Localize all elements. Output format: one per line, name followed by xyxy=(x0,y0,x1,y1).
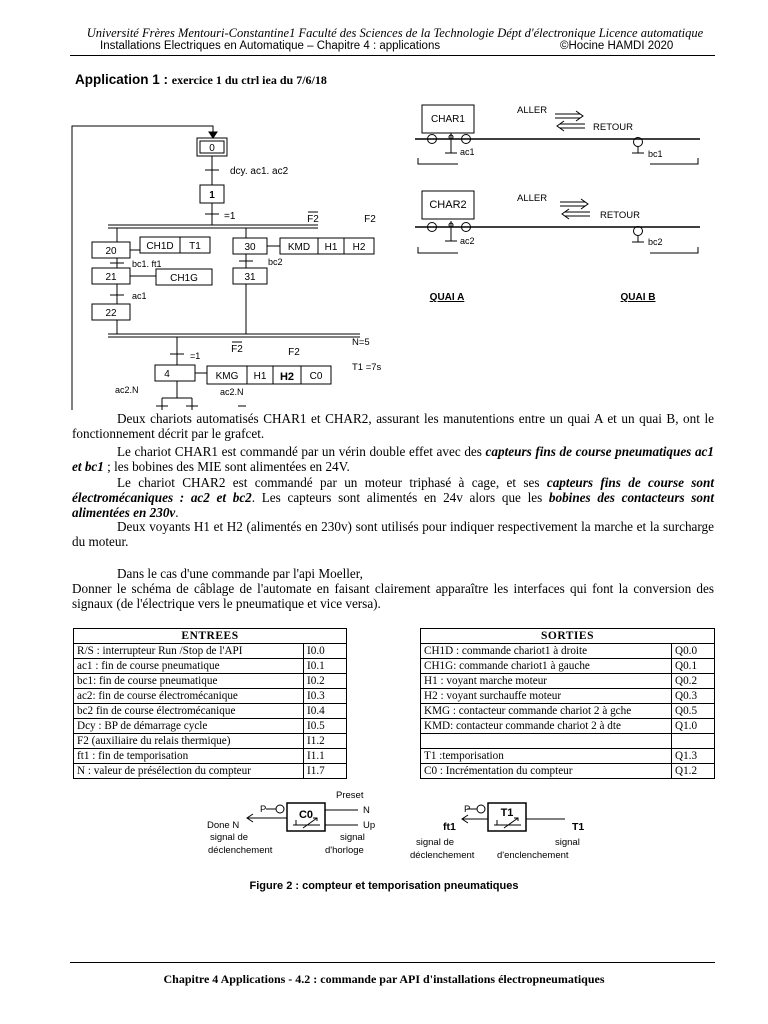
output-row xyxy=(421,659,715,674)
input-address: I0.5 xyxy=(304,719,347,734)
grafcet-action-kmg: KMG xyxy=(215,371,239,382)
timer-trigger-line2: déclenchement xyxy=(410,850,475,861)
track-diagram xyxy=(410,95,710,310)
grafcet-diagram xyxy=(60,90,420,410)
figure-caption: Figure 2 : compteur et temporisation pneumatiques xyxy=(249,880,519,892)
application-title xyxy=(75,72,327,88)
input-description: ac1 : fin de course pneumatique xyxy=(74,659,304,674)
outputs-table xyxy=(420,628,715,779)
grafcet-condition-f2-bar: F2 xyxy=(307,214,319,225)
header-chapter: Installations Electriques en Automatique – Chapitre 4 : applications xyxy=(100,40,441,52)
input-row xyxy=(74,689,347,704)
paragraph-moeller: Dans le cas d'une commande par l'api Moeller, xyxy=(117,566,363,581)
output-row xyxy=(421,749,715,764)
grafcet-transition-30: bc2 xyxy=(268,257,283,267)
output-row xyxy=(421,674,715,689)
input-address: I0.1 xyxy=(304,659,347,674)
counter-clock-line1: signal xyxy=(340,832,365,843)
output-description: CH1G: commande chariot1 à gauche xyxy=(421,659,672,674)
output-address: Q0.2 xyxy=(672,674,715,689)
grafcet-preset-n: N=5 xyxy=(352,337,370,348)
aller-label-2: ALLER xyxy=(517,193,548,204)
input-row xyxy=(74,734,347,749)
output-row xyxy=(421,704,715,719)
output-row xyxy=(421,644,715,659)
input-row xyxy=(74,704,347,719)
counter-clock-line2: d'horloge xyxy=(325,845,364,856)
output-address: Q1.3 xyxy=(672,749,715,764)
paragraph-intro: Deux chariots automatisés CHAR1 et CHAR2, assurant les manutentions entre un quai A et un quai B, ont le fonctionnement décrit par le grafcet. xyxy=(72,411,714,441)
counter-trigger-line1: signal de xyxy=(210,832,249,843)
application-title-sub: exercice 1 du ctrl iea du 7/6/18 xyxy=(171,73,327,87)
output-row xyxy=(421,719,715,734)
timer-ft1-label: ft1 xyxy=(443,821,456,833)
output-address: Q0.1 xyxy=(672,659,715,674)
input-row xyxy=(74,644,347,659)
grafcet-step-22: 22 xyxy=(105,308,117,319)
input-description: bc2 fin de course électromécanique xyxy=(74,704,304,719)
inputs-table-header: ENTREES xyxy=(74,629,347,644)
timer-output-t1-label: T1 xyxy=(572,821,585,833)
counter-p-label: P xyxy=(260,804,267,815)
paragraph-char1: Le chariot CHAR1 est commandé par un vérin double effet avec des capteurs fins de course pneumatiques ac1 et bc1 ; les bobines des MIE sont alimentées en 24V. xyxy=(72,444,714,474)
output-description: CH1D : commande chariot1 à droite xyxy=(421,644,672,659)
grafcet-step-4: 4 xyxy=(164,369,170,380)
output-description: KMD: contacteur commande chariot 2 à dte xyxy=(421,719,672,734)
sensor-ac2-label: ac2 xyxy=(460,236,475,246)
header-institution: Université Frères Mentouri-Constantine1 Faculté des Sciences de la Technologie Dépt d'électronique Licence automatique xyxy=(86,26,704,40)
aller-label-1: ALLER xyxy=(517,105,548,116)
grafcet-condition-f2-bar-step4: F2 xyxy=(231,344,243,355)
quai-b-label: QUAI B xyxy=(620,292,656,303)
grafcet-action-h1: H1 xyxy=(324,242,338,253)
grafcet-transition-ac2n: ac2.N xyxy=(115,385,139,395)
application-title-main: Application 1 : xyxy=(75,72,169,87)
quai-a-label: QUAI A xyxy=(429,292,465,303)
counter-preset-label: Preset xyxy=(336,790,364,801)
input-address: I1.2 xyxy=(304,734,347,749)
input-row xyxy=(74,749,347,764)
input-row xyxy=(74,719,347,734)
paragraph-question: Donner le schéma de câblage de l'automate en faisant clairement apparaître les interfaces qui font la conversion des signaux (de l'électrique vers le pneumatique et vice versa). xyxy=(72,581,714,611)
input-address: I1.1 xyxy=(304,749,347,764)
input-address: I0.0 xyxy=(304,644,347,659)
grafcet-action-t1: T1 xyxy=(189,241,201,252)
grafcet-transition-21: ac1 xyxy=(132,291,147,301)
char2-label: CHAR2 xyxy=(429,199,467,211)
output-address: Q1.2 xyxy=(672,764,715,779)
timer-trigger-line1: signal de xyxy=(416,837,455,848)
output-address: Q0.3 xyxy=(672,689,715,704)
input-address: I0.4 xyxy=(304,704,347,719)
paragraph-voyants: Deux voyants H1 et H2 (alimentés en 230v) sont utilisés pour indiquer respectivement la marche et la surcharge du moteur. xyxy=(72,519,714,549)
timer-p-label: P xyxy=(464,804,471,815)
grafcet-step-20: 20 xyxy=(105,246,117,257)
paragraph-char2: Le chariot CHAR2 est commandé par un moteur triphasé à cage, et ses capteurs fins de course sont électromécaniques : ac2 et bc2. Les capteurs sont alimentés en 24v alors que les bobines des contacteurs sont alimentées en 230v. xyxy=(72,475,715,520)
counter-c0-label: C0 xyxy=(298,809,314,821)
char1-label: CHAR1 xyxy=(431,114,465,125)
output-row xyxy=(421,734,715,749)
output-description: T1 :temporisation xyxy=(421,749,672,764)
output-description xyxy=(421,734,672,749)
input-row xyxy=(74,764,347,779)
grafcet-action-c0: C0 xyxy=(309,371,323,382)
input-description: F2 (auxiliaire du relais thermique) xyxy=(74,734,304,749)
figure-counter-timer xyxy=(200,785,600,870)
grafcet-action-ch1g: CH1G xyxy=(170,273,198,284)
grafcet-action-h1-step4: H1 xyxy=(253,371,267,382)
output-description: KMG : contacteur commande chariot 2 à gche xyxy=(421,704,672,719)
grafcet-timer-t1: T1 =7s xyxy=(352,362,382,373)
counter-done-label: Done N xyxy=(207,820,240,831)
grafcet-action-kmd: KMD xyxy=(287,242,311,253)
footer-rule xyxy=(70,962,715,963)
grafcet-action-ch1d: CH1D xyxy=(146,241,174,252)
timer-t1-label: T1 xyxy=(500,807,514,819)
input-description: R/S : interrupteur Run /Stop de l'API xyxy=(74,644,304,659)
output-address: Q0.5 xyxy=(672,704,715,719)
grafcet-transition-0: dcy. ac1. ac2 xyxy=(230,166,289,177)
retour-label-1: RETOUR xyxy=(593,122,633,133)
input-description: Dcy : BP de démarrage cycle xyxy=(74,719,304,734)
grafcet-transition-ac2nbar: ac2.N xyxy=(220,387,244,397)
input-description: bc1: fin de course pneumatique xyxy=(74,674,304,689)
header-copyright: ©Hocine HAMDI 2020 xyxy=(560,40,674,52)
grafcet-transition-20: bc1. ft1 xyxy=(132,259,162,269)
output-description: H1 : voyant marche moteur xyxy=(421,674,672,689)
input-description: ft1 : fin de temporisation xyxy=(74,749,304,764)
grafcet-step-21: 21 xyxy=(105,272,117,283)
input-row xyxy=(74,674,347,689)
grafcet-step-31: 31 xyxy=(244,272,256,283)
counter-up-label: Up xyxy=(363,820,376,831)
output-address xyxy=(672,734,715,749)
output-row xyxy=(421,764,715,779)
sensor-bc1-label: bc1 xyxy=(648,149,663,159)
output-description: H2 : voyant surchauffe moteur xyxy=(421,689,672,704)
retour-label-2: RETOUR xyxy=(600,210,640,221)
output-address: Q1.0 xyxy=(672,719,715,734)
inputs-table xyxy=(73,628,347,779)
header-rule xyxy=(70,55,715,56)
output-row xyxy=(421,689,715,704)
sensor-ac1-label: ac1 xyxy=(460,147,475,157)
output-address: Q0.0 xyxy=(672,644,715,659)
footer-text: Chapitre 4 Applications - 4.2 : commande par API d'installations électropneumatiques xyxy=(163,972,605,986)
grafcet-transition-sync: =1 xyxy=(190,351,201,361)
input-address: I0.2 xyxy=(304,674,347,689)
grafcet-condition-f2: F2 xyxy=(364,214,376,225)
grafcet-step-1: 1 xyxy=(209,190,215,201)
input-row xyxy=(74,659,347,674)
timer-enable-line1: signal xyxy=(555,837,580,848)
counter-trigger-line2: déclenchement xyxy=(208,845,273,856)
input-address: I1.7 xyxy=(304,764,347,779)
input-description: ac2: fin de course électromécanique xyxy=(74,689,304,704)
grafcet-step-30: 30 xyxy=(244,242,256,253)
grafcet-action-h2: H2 xyxy=(352,242,366,253)
grafcet-transition-1: =1 xyxy=(224,211,236,222)
grafcet-condition-f2-step4: F2 xyxy=(288,347,300,358)
input-address: I0.3 xyxy=(304,689,347,704)
timer-enable-line2: d'enclenchement xyxy=(497,850,569,861)
grafcet-action-h2-step4: H2 xyxy=(279,371,295,383)
output-description: C0 : Incrémentation du compteur xyxy=(421,764,672,779)
input-description: N : valeur de présélection du compteur xyxy=(74,764,304,779)
counter-n-label: N xyxy=(363,805,370,816)
sensor-bc2-label: bc2 xyxy=(648,237,663,247)
outputs-table-header: SORTIES xyxy=(421,629,715,644)
grafcet-step-0: 0 xyxy=(209,143,215,154)
